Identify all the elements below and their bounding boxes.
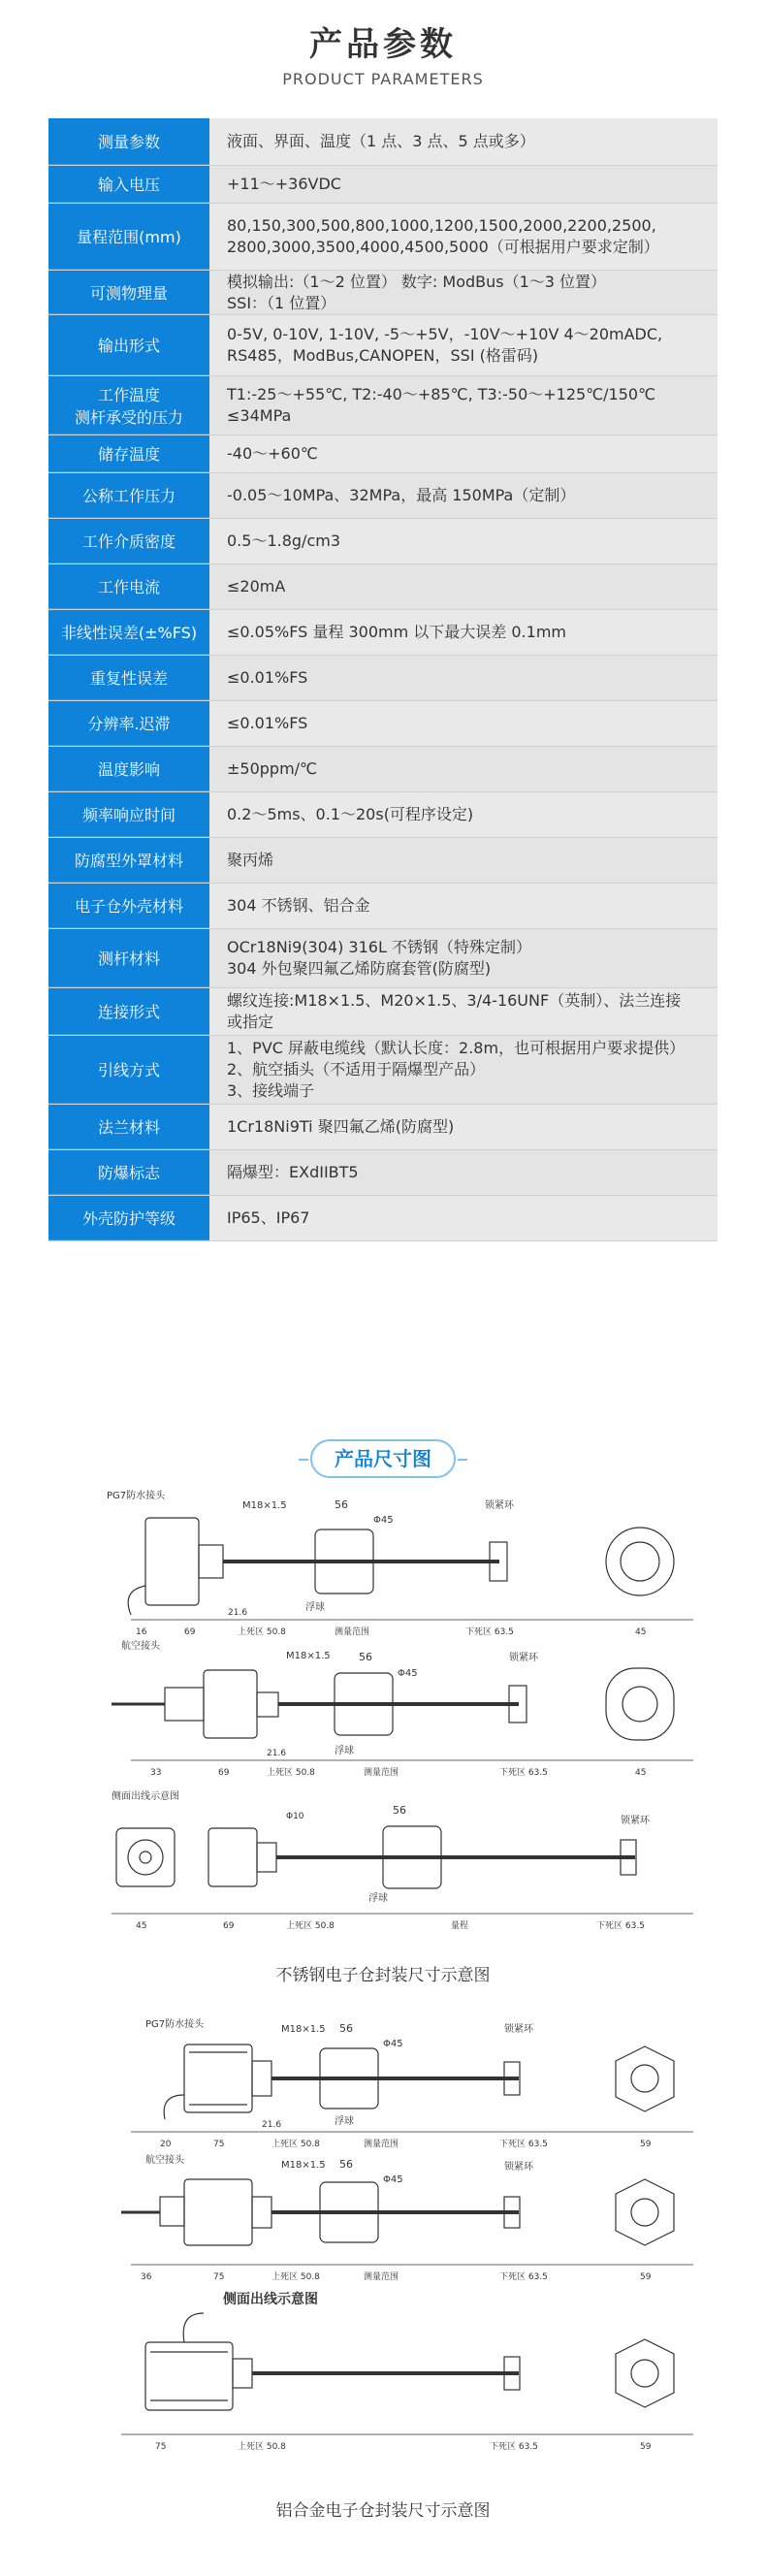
aluminum-view-pg7 [131, 2017, 693, 2149]
svg-text:侧面出线示意图: 侧面出线示意图 [112, 1791, 179, 1802]
svg-text:锁紧环: 锁紧环 [621, 1816, 650, 1826]
caption-aluminum: 铝合金电子仓封装尺寸示意图 [275, 2501, 491, 2521]
svg-text:69: 69 [218, 1768, 230, 1778]
spec-row [48, 435, 718, 473]
spec-row [48, 610, 718, 656]
svg-text:浮球: 浮球 [368, 1893, 388, 1904]
spec-label: 可测物理量 [48, 271, 209, 314]
svg-text:69: 69 [223, 1921, 235, 1931]
spec-label: 外壳防护等级 [48, 1196, 209, 1240]
svg-text:上死区 50.8: 上死区 50.8 [271, 2140, 320, 2149]
svg-text:浮球: 浮球 [305, 1602, 325, 1613]
spec-value: +11～+36VDC [209, 166, 718, 203]
svg-text:上死区 50.8: 上死区 50.8 [271, 2272, 320, 2282]
svg-text:浮球: 浮球 [335, 2116, 354, 2127]
spec-value: IP65、IP67 [209, 1196, 718, 1240]
spec-value: 1Cr18Ni9Ti 聚四氟乙烯(防腐型) [209, 1105, 718, 1149]
spec-value: T1:-25～+55℃, T2:-40～+85℃, T3:-50～+125℃/150℃ ≤34MPa [209, 376, 718, 435]
svg-text:16: 16 [136, 1627, 147, 1637]
svg-text:下死区 63.5: 下死区 63.5 [499, 1768, 548, 1778]
svg-text:M18×1.5: M18×1.5 [281, 2160, 326, 2171]
spec-value: OCr18Ni9(304) 316L 不锈钢（特殊定制） 304 外包聚四氟乙烯防腐套管(防腐型) [209, 929, 718, 987]
svg-text:上死区 50.8: 上死区 50.8 [267, 1768, 315, 1778]
svg-text:航空接头: 航空接头 [121, 1641, 160, 1652]
spec-value: 0.5～1.8g/cm3 [209, 519, 718, 564]
svg-text:45: 45 [136, 1921, 147, 1931]
spec-row [48, 118, 718, 166]
svg-text:75: 75 [213, 2272, 225, 2282]
svg-text:测量范围: 测量范围 [364, 2140, 399, 2149]
svg-text:锁紧环: 锁紧环 [509, 1653, 538, 1663]
page-title: 产品参数 [309, 25, 457, 64]
spec-label: 储存温度 [48, 435, 209, 472]
spec-label: 测量参数 [48, 118, 209, 165]
spec-value: ≤20mA [209, 564, 718, 609]
page-header [0, 0, 766, 107]
spec-label: 电子仓外壳材料 [48, 884, 209, 928]
spec-label: 工作电流 [48, 564, 209, 609]
spec-label: 测杆材料 [48, 929, 209, 987]
spec-value: 模拟输出:（1～2 位置） 数字: ModBus（1～3 位置） SSI：（1 位置） [209, 271, 718, 314]
svg-text:59: 59 [640, 2140, 652, 2149]
spec-row [48, 1196, 718, 1241]
svg-text:上死区 50.8: 上死区 50.8 [238, 1627, 286, 1637]
svg-text:56: 56 [339, 2158, 353, 2171]
spec-label: 工作介质密度 [48, 519, 209, 564]
spec-label: 公称工作压力 [48, 473, 209, 518]
svg-text:测量范围: 测量范围 [364, 2272, 399, 2282]
spec-value: 液面、界面、温度（1 点、3 点、5 点或多） [209, 118, 718, 165]
spec-row [48, 564, 718, 610]
spec-row [48, 473, 718, 519]
svg-text:33: 33 [150, 1768, 162, 1778]
spec-label: 连接形式 [48, 988, 209, 1035]
spec-label: 温度影响 [48, 747, 209, 791]
label-pg7: PG7防水接头 [107, 1491, 166, 1501]
svg-text:21.6: 21.6 [262, 2120, 282, 2130]
svg-text:56: 56 [339, 2022, 353, 2035]
svg-text:下死区 63.5: 下死区 63.5 [490, 2442, 538, 2452]
svg-text:75: 75 [155, 2442, 167, 2452]
stainless-drawing [92, 1489, 713, 1945]
spec-label: 输入电压 [48, 166, 209, 203]
svg-text:上死区 50.8: 上死区 50.8 [238, 2442, 286, 2452]
stainless-view-side [112, 1789, 693, 1931]
svg-text:锁紧环: 锁紧环 [504, 2024, 533, 2035]
spec-value: ≤0.05%FS 量程 300mm 以下最大误差 0.1mm [209, 610, 718, 655]
spec-value: -0.05～10MPa、32MPa，最高 150MPa（定制） [209, 473, 718, 518]
spec-value: 304 不锈钢、铝合金 [209, 884, 718, 928]
svg-text:56: 56 [335, 1498, 348, 1511]
svg-text:M18×1.5: M18×1.5 [242, 1500, 287, 1511]
spec-row [48, 376, 718, 435]
spec-label: 工作温度 测杆承受的压力 [48, 376, 209, 435]
spec-label: 引线方式 [48, 1036, 209, 1104]
spec-value: 0-5V, 0-10V, 1-10V, -5～+5V，-10V～+10V 4～20mADC, RS485，ModBus,CANOPEN，SSI (格雷码) [209, 315, 718, 375]
spec-label: 防腐型外罩材料 [48, 838, 209, 883]
spec-value: 聚丙烯 [209, 838, 718, 883]
stainless-view-aviation [112, 1639, 693, 1778]
spec-row [48, 838, 718, 884]
svg-text:测量范围: 测量范围 [364, 1768, 399, 1778]
svg-text:45: 45 [635, 1768, 647, 1778]
page-subtitle: PRODUCT PARAMETERS [282, 70, 484, 88]
svg-text:21.6: 21.6 [228, 1608, 248, 1618]
svg-text:浮球: 浮球 [335, 1746, 354, 1756]
svg-text:Φ45: Φ45 [398, 1668, 418, 1679]
svg-text:下死区 63.5: 下死区 63.5 [499, 2140, 548, 2149]
svg-text:航空接头: 航空接头 [145, 2155, 184, 2166]
svg-text:Φ45: Φ45 [383, 2174, 403, 2185]
svg-text:21.6: 21.6 [267, 1749, 287, 1758]
svg-text:Φ10: Φ10 [286, 1812, 304, 1821]
svg-text:45: 45 [635, 1627, 647, 1637]
svg-text:M18×1.5: M18×1.5 [286, 1651, 331, 1661]
spec-value: 螺纹连接:M18×1.5、M20×1.5、3/4-16UNF（英制）、法兰连接 或指定 [209, 988, 718, 1035]
spec-value: ≤0.01%FS [209, 701, 718, 746]
svg-text:Φ45: Φ45 [383, 2039, 403, 2049]
spec-row [48, 271, 718, 315]
spec-row [48, 1150, 718, 1196]
spec-label: 重复性误差 [48, 656, 209, 700]
spec-label: 频率响应时间 [48, 792, 209, 837]
spec-label: 法兰材料 [48, 1105, 209, 1149]
svg-text:侧面出线示意图: 侧面出线示意图 [223, 2292, 318, 2307]
spec-table [48, 118, 718, 1241]
spec-value: 1、PVC 屏蔽电缆线（默认长度：2.8m，也可根据用户要求提供） 2、航空插头（不适用于隔爆型产品） 3、接线端子 [209, 1036, 718, 1104]
svg-text:下死区 63.5: 下死区 63.5 [499, 2272, 548, 2282]
spec-value: -40～+60℃ [209, 435, 718, 472]
spec-row [48, 166, 718, 204]
svg-text:上死区 50.8: 上死区 50.8 [286, 1921, 335, 1931]
spec-label: 量程范围(mm) [48, 204, 209, 270]
spec-row [48, 747, 718, 792]
dimensions-title: 产品尺寸图 [310, 1439, 456, 1478]
svg-text:59: 59 [640, 2272, 652, 2282]
svg-text:测量范围: 测量范围 [335, 1627, 370, 1637]
svg-text:56: 56 [359, 1651, 372, 1663]
svg-text:75: 75 [213, 2140, 225, 2149]
spec-row [48, 204, 718, 271]
svg-text:Φ45: Φ45 [373, 1515, 394, 1526]
spec-row [48, 701, 718, 747]
aluminum-drawing [92, 2017, 713, 2473]
spec-row [48, 656, 718, 701]
spec-value: ±50ppm/℃ [209, 747, 718, 791]
svg-text:M18×1.5: M18×1.5 [281, 2024, 326, 2035]
spec-row [48, 1105, 718, 1150]
spec-row [48, 884, 718, 929]
svg-text:56: 56 [393, 1804, 406, 1817]
spec-row [48, 315, 718, 376]
spec-row [48, 988, 718, 1036]
svg-text:PG7防水接头: PG7防水接头 [145, 2019, 205, 2030]
svg-text:69: 69 [184, 1627, 196, 1637]
spec-label: 输出形式 [48, 315, 209, 375]
spec-value: 0.2～5ms、0.1～20s(可程序设定) [209, 792, 718, 837]
caption-stainless: 不锈钢电子仓封装尺寸示意图 [275, 1966, 491, 1985]
spec-value: ≤0.01%FS [209, 656, 718, 700]
spec-value: 80,150,300,500,800,1000,1200,1500,2000,2200,2500, 2800,3000,3500,4000,4500,5000（可根据用户要求定制） [209, 204, 718, 270]
svg-text:量程: 量程 [451, 1921, 469, 1931]
spec-label: 非线性误差(±%FS) [48, 610, 209, 655]
svg-text:锁紧环: 锁紧环 [485, 1500, 514, 1511]
svg-text:下死区 63.5: 下死区 63.5 [596, 1921, 645, 1931]
svg-text:20: 20 [160, 2140, 172, 2149]
spec-value: 隔爆型：EXdIIBT5 [209, 1150, 718, 1195]
spec-row [48, 929, 718, 988]
aluminum-view-aviation [121, 2153, 693, 2282]
stainless-view-pg7 [107, 1489, 693, 1637]
svg-text:锁紧环: 锁紧环 [504, 2162, 533, 2173]
spec-row [48, 1036, 718, 1105]
svg-text:下死区 63.5: 下死区 63.5 [465, 1627, 514, 1637]
svg-text:36: 36 [141, 2272, 152, 2282]
spec-row [48, 519, 718, 564]
aluminum-view-side [121, 2291, 693, 2452]
svg-text:59: 59 [640, 2442, 652, 2452]
spec-label: 分辨率.迟滞 [48, 701, 209, 746]
spec-row [48, 792, 718, 838]
spec-label: 防爆标志 [48, 1150, 209, 1195]
